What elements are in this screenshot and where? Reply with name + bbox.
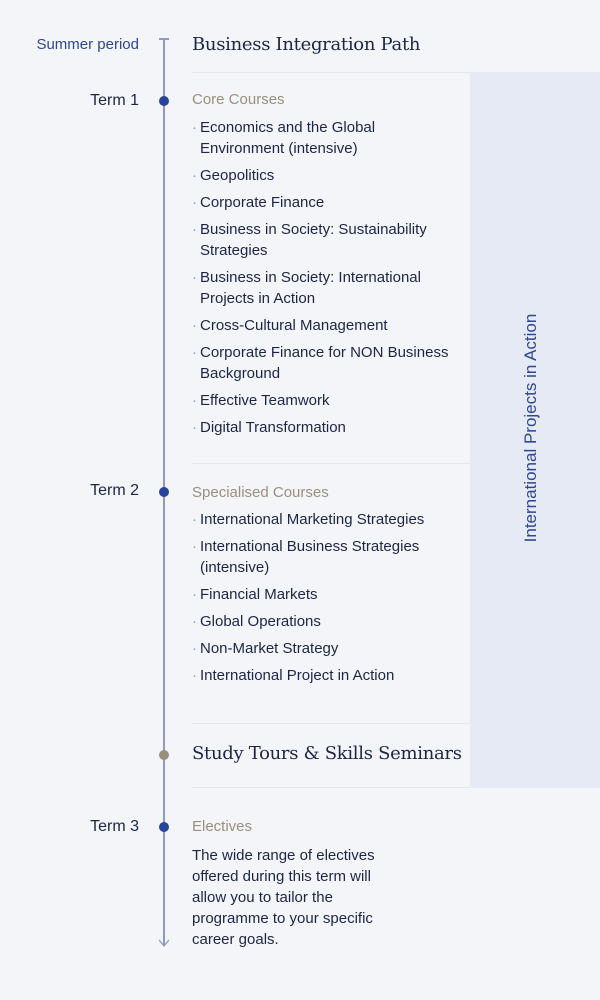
business-integration-title: Business Integration Path [192, 34, 421, 55]
course-item: · Global Operations [192, 611, 462, 632]
course-item: · Economics and the Global Environment (intensive) [192, 117, 462, 159]
divider [192, 72, 470, 73]
term-3-dot [159, 822, 169, 832]
international-projects-label: International Projects in Action [521, 313, 540, 543]
core-courses-title: Core Courses [192, 91, 285, 108]
divider [192, 787, 470, 788]
course-item: · Corporate Finance for NON Business Background [192, 342, 462, 384]
course-item: · Effective Teamwork [192, 390, 462, 411]
timeline-start-cap [159, 38, 169, 40]
divider [192, 463, 470, 464]
course-item: · Non-Market Strategy [192, 638, 462, 659]
term-2-label: Term 2 [90, 482, 139, 499]
course-item: · Business in Society: International Projects in Action [192, 267, 462, 309]
course-item: · Financial Markets [192, 584, 462, 605]
study-tours-title: Study Tours & Skills Seminars [192, 743, 462, 764]
core-courses-list [192, 117, 462, 444]
course-item: · Corporate Finance [192, 192, 462, 213]
course-item: · International Business Strategies (intensive) [192, 536, 462, 578]
term-2-dot [159, 487, 169, 497]
course-item: · Digital Transformation [192, 417, 462, 438]
summer-period-label: Summer period [36, 36, 139, 53]
specialised-courses-list [192, 509, 462, 692]
term-1-dot [159, 96, 169, 106]
timeline-arrow-icon [157, 935, 171, 949]
course-item: · International Marketing Strategies [192, 509, 462, 530]
course-item: · Cross-Cultural Management [192, 315, 462, 336]
course-item: · International Project in Action [192, 665, 462, 686]
specialised-courses-title: Specialised Courses [192, 484, 329, 501]
electives-title: Electives [192, 818, 253, 835]
divider [192, 723, 470, 724]
electives-description: The wide range of electives offered during this term will allow you to tailor the programme to your specific career goals. [192, 847, 375, 948]
course-item: · Business in Society: Sustainability Strategies [192, 219, 462, 261]
term-3-label: Term 3 [90, 818, 139, 835]
term-1-label: Term 1 [90, 92, 139, 109]
course-item: · Geopolitics [192, 165, 462, 186]
study-tours-dot [159, 750, 169, 760]
